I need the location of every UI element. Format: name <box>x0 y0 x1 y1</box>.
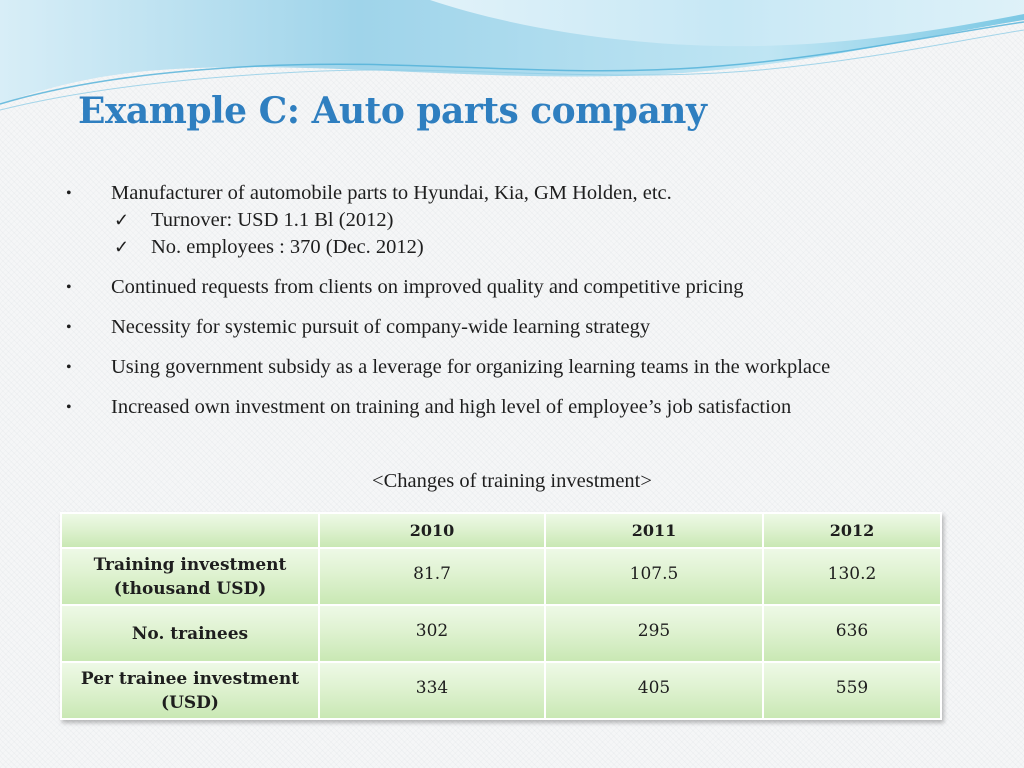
bullet-item <box>66 354 966 381</box>
bullet-item <box>66 180 966 261</box>
sub-item <box>111 234 966 261</box>
bullet-item <box>66 274 966 301</box>
table-cell: 130.2 <box>763 548 941 605</box>
bullet-list <box>66 180 966 434</box>
bullet-text: Continued requests from clients on improved quality and competitive pricing <box>111 276 744 298</box>
table-cell: 636 <box>763 605 941 662</box>
column-header: 2012 <box>763 513 941 548</box>
table-cell: 559 <box>763 662 941 719</box>
table-cell: 302 <box>319 605 545 662</box>
table-corner-cell <box>61 513 319 548</box>
row-label: Training investment (thousand USD) <box>61 548 319 605</box>
table-row <box>61 548 941 605</box>
bullet-icon: • <box>66 359 72 376</box>
table-row <box>61 605 941 662</box>
bullet-item <box>66 394 966 421</box>
bullet-text: Necessity for systemic pursuit of company-wide learning strategy <box>111 316 651 338</box>
bullet-text: Manufacturer of automobile parts to Hyundai, Kia, GM Holden, etc. <box>111 182 672 204</box>
bullet-icon: • <box>66 279 72 296</box>
table-cell: 81.7 <box>319 548 545 605</box>
training-investment-table <box>60 512 942 720</box>
table-cell: 107.5 <box>545 548 763 605</box>
sub-item <box>111 207 966 234</box>
bullet-icon: • <box>66 319 72 336</box>
row-label: No. trainees <box>61 605 319 662</box>
table-cell: 405 <box>545 662 763 719</box>
checkmark-icon: ✓ <box>114 210 130 230</box>
table-header-row <box>61 513 941 548</box>
table-cell: 334 <box>319 662 545 719</box>
column-header: 2010 <box>319 513 545 548</box>
table-cell: 295 <box>545 605 763 662</box>
column-header: 2011 <box>545 513 763 548</box>
bullet-item <box>66 314 966 341</box>
page-title: Example C: Auto parts company <box>78 90 707 132</box>
checkmark-icon: ✓ <box>114 237 130 257</box>
bullet-icon: • <box>66 399 72 416</box>
bullet-icon: • <box>66 185 72 202</box>
bullet-text: Increased own investment on training and high level of employee’s job satisfaction <box>111 396 792 418</box>
sub-list <box>111 207 966 261</box>
row-label: Per trainee investment (USD) <box>61 662 319 719</box>
sub-item-text: Turnover: USD 1.1 Bl (2012) <box>151 209 394 231</box>
table-row <box>61 662 941 719</box>
sub-item-text: No. employees : 370 (Dec. 2012) <box>151 236 424 258</box>
bullet-text: Using government subsidy as a leverage for organizing learning teams in the workplace <box>111 356 831 378</box>
table-caption: <Changes of training investment> <box>372 470 652 492</box>
